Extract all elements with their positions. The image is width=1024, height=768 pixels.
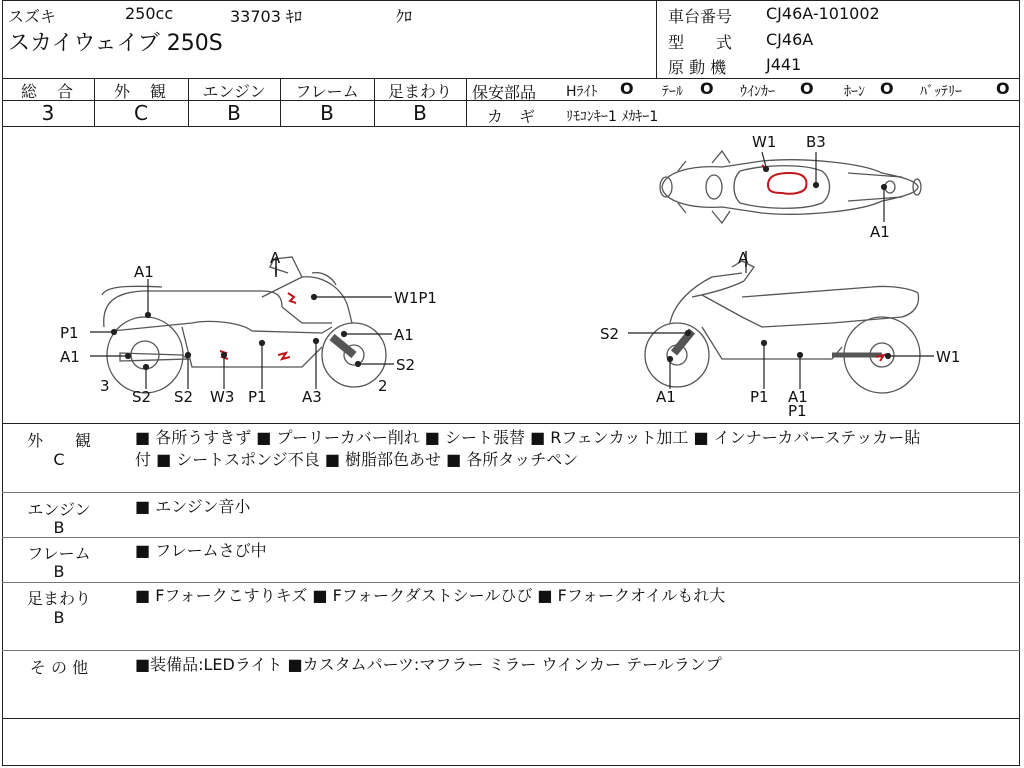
suspension-section-label: 足まわり [26,589,91,608]
color: ｸﾛ [396,7,413,26]
grade-divider [466,78,467,126]
key-value: ﾘﾓｺﾝｷｰ1 ﾒｶｷｰ1 [566,109,659,125]
maker: スズキ [8,7,57,26]
engine-section-label: エンジン [27,500,91,519]
diagram-bottom-rule [2,423,1020,424]
engine-grade: B [227,101,241,125]
safety-mid-rule [466,100,1020,101]
tail-mark: O [700,79,714,98]
label-top-a1: A1 [870,223,890,241]
horn-mark: O [880,79,894,98]
displacement: 250cc [125,4,174,23]
winker-mark: O [800,79,814,98]
label-top-w1: W1 [752,133,777,151]
engine-label: エンジン [202,82,266,101]
section-rule [2,650,1020,651]
engine-section-grade: B [53,518,65,537]
damage-diagram [2,127,1020,423]
engine-model-label: 原 動 機 [668,58,727,77]
frame-notes: ■ フレームさび中 [135,541,267,560]
grade-divider [374,78,375,126]
type-value: CJ46A [766,30,814,49]
section-rule [2,492,1020,493]
key-label: カ ギ [487,107,536,126]
section-rule [2,537,1020,538]
label-right-w1: W1 [936,348,961,366]
grade-divider [94,78,95,126]
suspension-notes: ■ Fフォークこすりキズ ■ Fフォークダストシールひび ■ Fフォークオイルもれ大 [135,586,726,605]
headlight-label: Hﾗｲﾄ [566,84,598,100]
winker-label: ｳｲﾝｶｰ [740,84,775,100]
type-label: 型 式 [668,33,733,52]
suspension-grade: B [413,101,427,125]
grade-divider [280,78,281,126]
label-right-s2: S2 [600,325,620,343]
other-section-label: そ の 他 [29,658,89,677]
label-left-w1p1: W1P1 [394,289,437,307]
model-name: スカイウェイブ 250S [8,31,223,56]
grade-mid-rule [2,100,466,101]
label-left-a1-c: A1 [60,348,80,366]
header-divider [656,0,657,78]
other-notes: ■装備品:LEDライト ■カスタムパーツ:マフラー ミラー ウインカー テールランプ [135,655,722,674]
damage-marks [220,165,884,361]
section-rule [2,582,1020,583]
horn-label: ﾎｰﾝ [844,84,865,100]
headlight-mark: O [620,79,634,98]
label-left-a: A [270,249,281,267]
label-right-a1: A1 [656,388,676,406]
suspension-section-grade: B [53,608,65,627]
overall-label: 総 合 [20,82,75,101]
frame-section-grade: B [53,562,65,581]
label-left-s2-c: S2 [174,388,194,406]
label-left-a3: A3 [302,388,322,406]
engine-model-value: J441 [766,55,802,74]
tail-label: ﾃｰﾙ [662,84,683,100]
label-right-p1: P1 [750,388,769,406]
frame-section-label: フレーム [27,544,91,563]
chassis-value: CJ46A-101002 [766,4,880,23]
exterior-grade: C [134,101,148,125]
footer-rule [2,718,1020,719]
frame-label: フレーム [295,82,359,101]
label-right-a1-b: A1 [788,388,808,406]
chassis-label: 車台番号 [668,7,733,26]
exterior-section-grade: C [53,450,65,469]
diagram-labels [60,133,960,420]
label-top-b3: B3 [806,133,826,151]
suspension-label: 足まわり [387,82,452,101]
right-side-scooter [645,251,920,393]
label-left-3: 3 [100,377,110,395]
grade-divider [188,78,189,126]
exterior-notes-line1: ■ 各所うすきず ■ プーリーカバー削れ ■ シート張替 ■ Rフェンカット加工 ■ インナーカバーステッカー貼 [135,428,921,447]
label-left-s2: S2 [396,356,416,374]
battery-mark: O [996,79,1010,98]
label-left-a1-b: A1 [394,326,414,344]
label-right-a: A [738,249,749,267]
label-right-p1-b: P1 [788,402,807,420]
label-left-s2-b: S2 [132,388,152,406]
safety-label: 保安部品 [472,83,537,102]
label-left-w3: W3 [210,388,235,406]
label-left-p1-b: P1 [248,388,267,406]
label-left-p1: P1 [60,324,79,342]
engine-notes: ■ エンジン音小 [135,497,251,516]
leader-lines [90,152,934,389]
exterior-label: 外 観 [113,82,168,101]
battery-label: ﾊﾞｯﾃﾘｰ [920,84,962,100]
label-left-a1: A1 [134,263,154,281]
label-left-2: 2 [378,377,388,395]
exterior-notes-line2: 付 ■ シートスポンジ不良 ■ 樹脂部色あせ ■ 各所タッチペン [135,450,579,469]
frame-grade: B [320,101,334,125]
overall-grade: 3 [41,101,55,125]
exterior-section-label: 外 観 [26,431,91,450]
mileage: 33703 ｷﾛ [230,7,302,26]
